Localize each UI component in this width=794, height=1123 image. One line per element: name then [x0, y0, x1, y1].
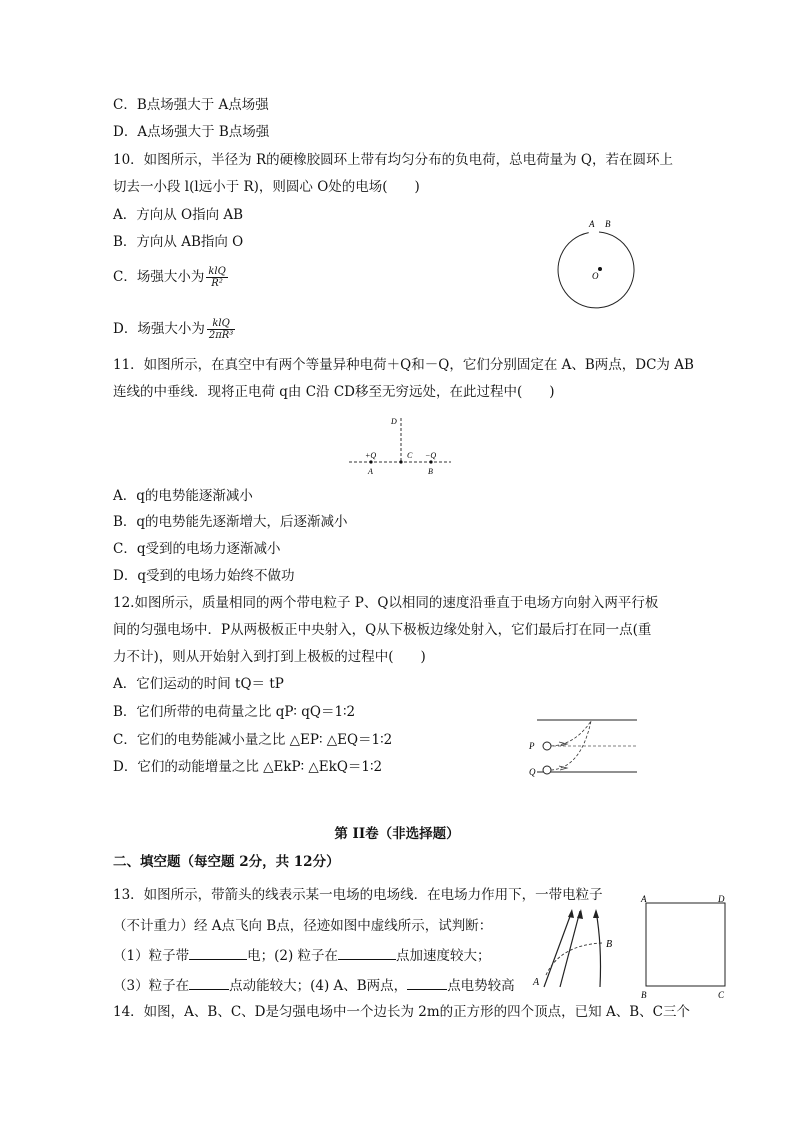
section-title: 第 II卷（非选择题）: [334, 826, 460, 842]
section-heading: 二、填空题（每空题 2分，共 12分）: [113, 854, 340, 870]
q10-option-c-prefix: C．场强大小为: [113, 269, 205, 285]
q11-label-d: D: [391, 417, 397, 426]
q13-line4-part-c: 点电势较高: [447, 978, 515, 994]
q10-option-c: [113, 266, 228, 289]
q11-option-d: D．q受到的电场力始终不做功: [113, 568, 295, 584]
q13-line4-part-a: （3）粒子在: [113, 978, 190, 994]
q14-label-b: B: [641, 990, 647, 1000]
q13-stem-line1: 13．如图所示，带箭头的线表示某一电场的电场线．在电场力作用下，一带电粒子: [113, 887, 603, 903]
q11-point-b: [429, 460, 432, 463]
q10-ring-figure: [555, 215, 645, 310]
q14-square-figure: [638, 893, 733, 1001]
q13-blank-1[interactable]: [189, 945, 247, 960]
q13-field-lines-figure: [530, 905, 630, 995]
q14-label-a: A: [641, 894, 647, 904]
q13-field-line-1: [544, 911, 572, 987]
q10-option-c-numerator: klQ: [208, 266, 226, 277]
q12-label-q: Q: [529, 767, 536, 777]
q13-subquestion-3-4: [113, 975, 515, 995]
q14-label-d: D: [718, 894, 725, 904]
q13-blank-3[interactable]: [189, 975, 229, 990]
q11-stem-line1: 11．如图所示，在真空中有两个等量异种电荷＋Q和－Q，它们分别固定在 A、B两点，DC为 AB: [113, 357, 694, 373]
q11-option-a: A．q的电势能逐渐减小: [113, 488, 253, 504]
q10-option-b: B．方向从 AB指向 O: [113, 234, 244, 250]
q12-option-d: D．它们的动能增量之比 △EkP∶ △EkQ＝1∶2: [113, 759, 383, 775]
q11-stem-line2: 连线的中垂线．现将正电荷 q由 C沿 CD移至无穷远处，在此过程中( ): [113, 384, 555, 400]
q13-label-a: A: [533, 977, 540, 988]
q12-option-a: A．它们运动的时间 tQ＝ tP: [113, 676, 284, 692]
q12-plates-figure: [525, 712, 640, 782]
q10-option-d-numerator: klQ: [207, 318, 235, 330]
q11-label-a: A: [368, 467, 373, 476]
q12-stem-line2: 间的匀强电场中．P从两极板正中央射入，Q从下极板边缘处射入，它们最后打在同一点(重: [113, 622, 652, 638]
q10-stem-line1: 10．如图所示，半径为 R的硬橡胶圆环上带有均匀分布的负电荷，总电荷量为 Q，若在圆环上: [113, 152, 673, 168]
q12-stem-line3: 力不计)，则从开始射入到打到上极板的过程中( ): [113, 649, 426, 665]
q10-stem-line2: 切去一小段 l(l远小于 R)，则圆心 O处的电场( ): [113, 179, 420, 195]
q14-label-c: C: [718, 990, 725, 1000]
q13-field-arrow-2: [577, 909, 583, 919]
q11-charges-figure: [345, 410, 455, 480]
q12-trajectory-p: [551, 721, 591, 746]
q10-option-d-denominator: 2πR³: [208, 330, 234, 341]
q13-blank-2[interactable]: [338, 945, 396, 960]
q13-subquestion-1-2: [113, 945, 491, 965]
q13-line4-part-b: 点动能较大；(4) A、B两点，: [229, 978, 408, 994]
q13-line3-part-b: 电；(2) 粒子在: [247, 948, 339, 964]
q13-field-line-2: [560, 911, 580, 987]
q10-option-d: [113, 318, 235, 341]
q11-point-a: [369, 460, 372, 463]
q13-label-b: B: [606, 939, 613, 950]
q13-blank-4[interactable]: [407, 975, 447, 990]
q13-field-arrow-1: [568, 909, 574, 918]
q13-line3-part-c: 点加速度较大；: [396, 948, 491, 964]
q12-particle-q: [543, 766, 551, 774]
q9-option-c: C．B点场强大于 A点场强: [113, 97, 269, 113]
q10-label-o: O: [592, 271, 599, 281]
q11-label-minus-q: −Q: [425, 451, 437, 460]
q10-label-b: B: [605, 219, 611, 229]
q11-option-b: B．q的电势能先逐渐增大，后逐渐减小: [113, 514, 348, 530]
q11-point-c: [399, 460, 402, 463]
q11-label-c: C: [407, 451, 413, 460]
q14-square: [646, 903, 725, 986]
q13-field-line-3: [596, 911, 601, 987]
q12-arrow-q: [559, 766, 567, 770]
q11-label-b: B: [428, 467, 433, 476]
q12-particle-p: [543, 742, 551, 750]
q13-field-arrow-3: [593, 909, 599, 918]
q10-center-point: [598, 267, 602, 271]
q11-option-c: C．q受到的电场力逐渐减小: [113, 541, 281, 557]
q10-option-d-prefix: D．场强大小为: [113, 321, 205, 337]
q10-option-a: A．方向从 O指向 AB: [113, 207, 244, 223]
q10-option-c-denominator: R²: [211, 278, 223, 289]
q10-option-d-fraction: [207, 318, 235, 341]
q10-ring: [558, 232, 634, 308]
q10-option-c-fraction: [206, 266, 227, 289]
q13-stem-line2: （不计重力）经 A点飞向 B点，径迹如图中虚线所示，试判断：: [113, 918, 493, 934]
q12-label-p: P: [529, 741, 535, 751]
q10-label-a: A: [589, 219, 595, 229]
q12-option-c: C．它们的电势能减小量之比 △EP∶ △EQ＝1∶2: [113, 732, 393, 748]
q9-option-d: D．A点场强大于 B点场强: [113, 124, 270, 140]
q13-line3-part-a: （1）粒子带: [113, 948, 190, 964]
q12-option-b: B．它们所带的电荷量之比 qP∶ qQ＝1∶2: [113, 704, 356, 720]
q14-stem-line1: 14．如图，A、B、C、D是匀强电场中一个边长为 2m的正方形的四个顶点，已知 A、B、C三个: [113, 1004, 690, 1020]
q12-stem-line1: 12.如图所示，质量相同的两个带电粒子 P、Q以相同的速度沿垂直于电场方向射入两平行板: [113, 595, 659, 611]
q11-label-plus-q: +Q: [365, 451, 377, 460]
